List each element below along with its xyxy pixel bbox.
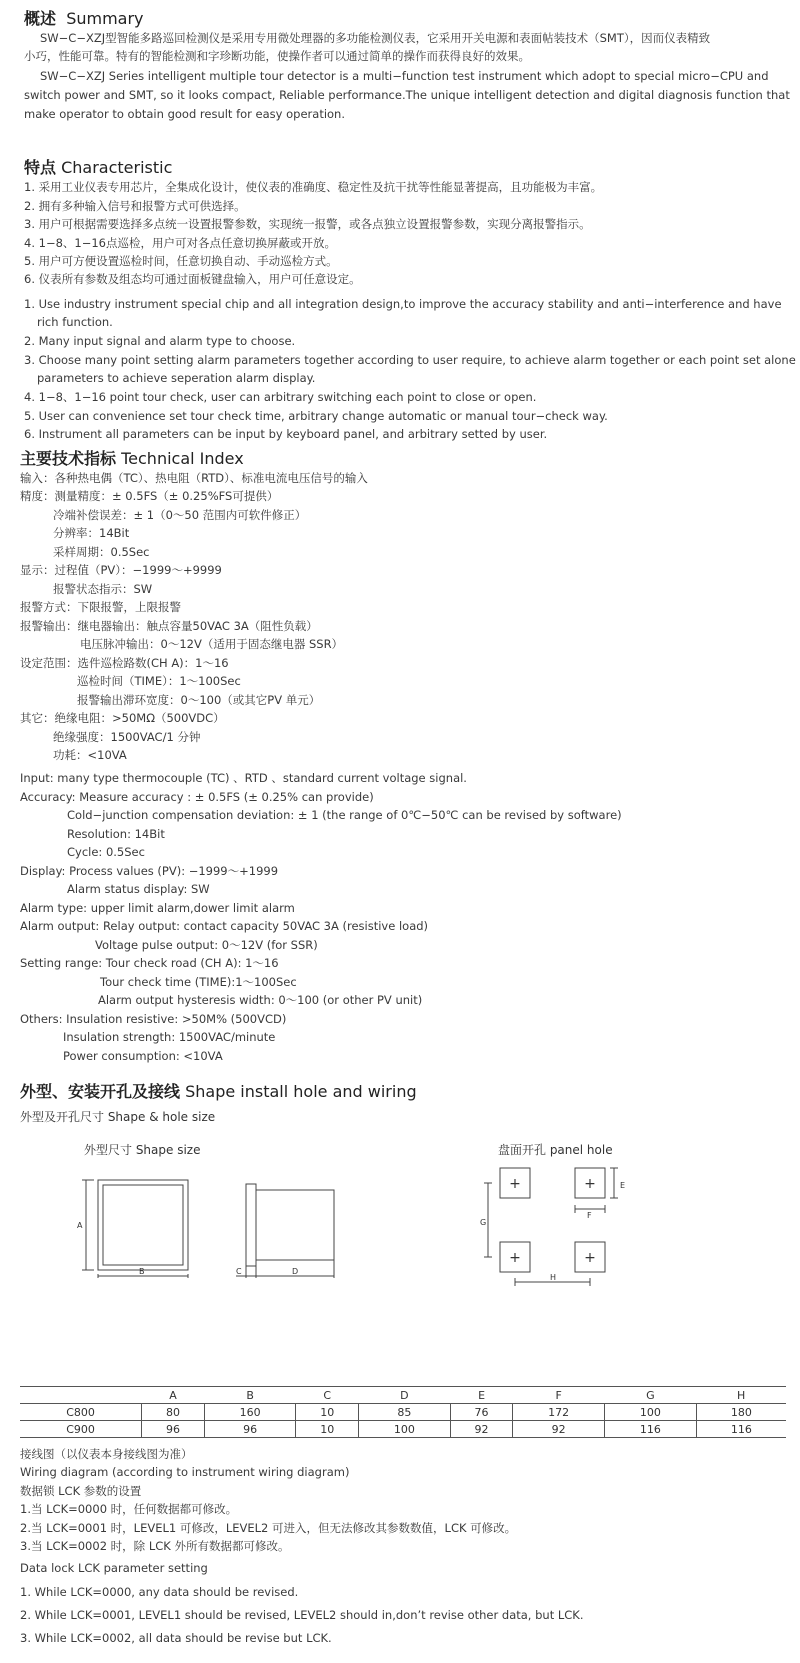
tech-cn-line: 报警方式：下限报警，上限报警	[20, 600, 181, 614]
tech-en-line: Voltage pulse output: 0～12V (for SSR)	[95, 938, 318, 952]
front-panel-inner	[103, 1185, 183, 1265]
table-row	[20, 1421, 786, 1438]
table-cell: 100	[605, 1404, 697, 1421]
table-cell: 116	[605, 1421, 697, 1438]
table-cell: 100	[359, 1421, 451, 1438]
tech-en-line: Input: many type thermocouple (TC) 、RTD 、standard current voltage signal.	[20, 771, 467, 785]
label-G: G	[480, 1218, 487, 1227]
label-D: D	[292, 1267, 299, 1276]
characteristic-en-item: 6. Instrument all parameters can be input by keyboard panel, and arbitrary setted by user.	[24, 427, 548, 441]
label-E: E	[620, 1181, 626, 1190]
wiring-en-title: Wiring diagram (according to instrument wiring diagram)	[20, 1465, 350, 1479]
characteristic-en-item: rich function.	[37, 315, 113, 329]
table-header-cell: G	[605, 1387, 697, 1404]
label-A: A	[77, 1221, 83, 1230]
summary-en-line: SW−C−XZJ Series intelligent multiple tour detector is a multi−function test instrument which adopt to special micro−CPU and	[40, 69, 769, 83]
characteristic-heading-en: Characteristic	[61, 158, 173, 177]
table-cell: 76	[450, 1404, 513, 1421]
tech-cn-line: 精度：测量精度：± 0.5FS（± 0.25%FS可提供）	[20, 489, 279, 503]
panel-hole-diagram	[470, 1162, 640, 1292]
tech-cn-line: 报警输出：继电器输出：触点容量50VAC 3A（阻性负载）	[20, 619, 318, 633]
side-bezel	[246, 1184, 256, 1266]
table-header-cell: E	[450, 1387, 513, 1404]
tech-en-line: Cycle: 0.5Sec	[67, 845, 145, 859]
table-cell: 92	[450, 1421, 513, 1438]
tech-cn-line: 报警输出滞环宽度：0～100（或其它PV 单元）	[77, 693, 321, 707]
summary-heading	[24, 6, 144, 29]
summary-en-line: switch power and SMT, so it looks compact, Reliable performance.The unique intelligent detection and digital diagnosis function that	[24, 88, 790, 102]
characteristic-en-item: 2. Many input signal and alarm type to choose.	[24, 334, 296, 348]
summary-cn-line: SW−C−XZJ型智能多路巡回检测仪是采用专用微处理器的多功能检测仪表，它采用开关电源和表面帖装技术（SMT），因而仪表精致	[40, 31, 711, 45]
tech-cn-line: 显示：过程值（PV）：−1999～+9999	[20, 563, 222, 577]
lck-en-title: Data lock LCK parameter setting	[20, 1561, 208, 1575]
tech-en-line: Alarm status display: SW	[67, 882, 210, 896]
tech-en-line: Insulation strength: 1500VAC/minute	[63, 1030, 276, 1044]
table-cell: 96	[142, 1421, 205, 1438]
dimension-table	[20, 1386, 786, 1438]
table-cell: 80	[142, 1404, 205, 1421]
side-body	[256, 1190, 334, 1260]
label-B: B	[139, 1267, 145, 1276]
technical-heading-cn: 主要技术指标	[20, 449, 117, 468]
summary-cn-line: 小巧，性能可靠。特有的智能检测和字珍断功能，使操作者可以通过简单的操作而获得良好的效果。	[24, 49, 530, 63]
tech-en-line: Display: Process values (PV): −1999～+1999	[20, 864, 279, 878]
table-header-row	[20, 1387, 786, 1404]
shape-subheading: 外型及开孔尺寸 Shape & hole size	[20, 1110, 216, 1124]
tech-cn-line: 巡检时间（TIME）：1～100Sec	[77, 674, 241, 688]
label-H: H	[550, 1273, 557, 1282]
tech-cn-line: 电压脉冲输出：0～12V（适用于固态继电器 SSR）	[80, 637, 344, 651]
tech-en-line: Alarm type: upper limit alarm,dower limit alarm	[20, 901, 295, 915]
tech-en-line: Alarm output hysteresis width: 0～100 (or other PV unit)	[98, 993, 423, 1007]
table-cell: 160	[204, 1404, 296, 1421]
table-header-cell: C	[296, 1387, 359, 1404]
characteristic-cn-item: 3. 用户可根据需要选择多点统一设置报警参数，实现统一报警，或各点独立设置报警参数，实现分离报警指示。	[24, 217, 591, 231]
characteristic-cn-item: 6. 仪表所有参数及组态均可通过面板键盘输入，用户可任意设定。	[24, 272, 361, 286]
table-cell: 10	[296, 1421, 359, 1438]
lck-cn-title: 数据锁 LCK 参数的设置	[20, 1484, 142, 1498]
characteristic-heading-cn: 特点	[24, 158, 57, 177]
table-cell: 172	[513, 1404, 605, 1421]
tech-cn-line: 输入：各种热电偶（TC）、热电阻（RTD）、标准电流电压信号的输入	[20, 471, 368, 485]
plus-icon: +	[584, 1250, 596, 1266]
characteristic-cn-item: 1. 采用工业仪表专用芯片，全集成化设计，使仪表的准确度、稳定性及抗干扰等性能显著提高，且功能极为丰富。	[24, 180, 603, 194]
table-cell: 116	[696, 1421, 786, 1438]
shape-size-diagram	[70, 1170, 370, 1280]
tech-cn-line: 采样周期：0.5Sec	[53, 545, 150, 559]
tech-cn-line: 功耗：<10VA	[53, 748, 127, 762]
panel-hole-label: 盘面开孔 panel hole	[498, 1143, 613, 1157]
tech-cn-line: 绝缘强度：1500VAC/1 分钟	[53, 730, 201, 744]
characteristic-en-item: 1. Use industry instrument special chip and all integration design,to improve the accuracy stability and anti−interference and have	[24, 297, 782, 311]
technical-heading-en: Technical Index	[121, 449, 244, 468]
shape-heading-cn: 外型、安装开孔及接线	[20, 1082, 181, 1101]
tech-cn-line: 分辨率：14Bit	[53, 526, 130, 540]
characteristic-en-item: 3. Choose many point setting alarm parameters together according to user require, to achieve alarm together or each point set alone	[24, 353, 796, 367]
lck-cn-item: 2.当 LCK=0001 时，LEVEL1 可修改，LEVEL2 可进入，但无法修改其参数数值，LCK 可修改。	[20, 1521, 517, 1535]
characteristic-en-item: 5. User can convenience set tour check time, arbitrary change automatic or manual tour−check way.	[24, 409, 608, 423]
table-row	[20, 1404, 786, 1421]
table-header-cell: F	[513, 1387, 605, 1404]
characteristic-en-item: 4. 1−8、1−16 point tour check, user can arbitrary switching each point to close or open.	[24, 390, 537, 404]
shape-heading	[20, 1079, 417, 1102]
tech-cn-line: 设定范围：选件巡检路数(CH A)：1～16	[20, 656, 229, 670]
label-C: C	[236, 1267, 242, 1276]
tech-en-line: Alarm output: Relay output: contact capacity 50VAC 3A (resistive load)	[20, 919, 429, 933]
characteristic-cn-item: 5. 用户可方便设置巡检时间，任意切换自动、手动巡检方式。	[24, 254, 338, 268]
table-header-cell: H	[696, 1387, 786, 1404]
tech-cn-line: 报警状态指示：SW	[53, 582, 153, 596]
table-header-cell	[20, 1387, 142, 1404]
table-header-cell: D	[359, 1387, 451, 1404]
shape-heading-en: Shape install hole and wiring	[185, 1082, 417, 1101]
wiring-cn-title: 接线图（以仪表本身接线图为准）	[20, 1447, 193, 1461]
tech-cn-line: 冷端补偿误差：± 1（0～50 范围内可软件修正）	[53, 508, 307, 522]
tech-en-line: Accuracy: Measure accuracy : ± 0.5FS (± 0.25% can provide)	[20, 790, 374, 804]
tech-en-line: Cold−junction compensation deviation: ± 1 (the range of 0℃−50℃ can be revised by software)	[67, 808, 622, 822]
plus-icon: +	[584, 1176, 596, 1192]
tech-en-line: Others: Insulation resistive: >50M% (500VCD)	[20, 1012, 287, 1026]
table-cell: 96	[204, 1421, 296, 1438]
table-cell: 10	[296, 1404, 359, 1421]
table-cell: 92	[513, 1421, 605, 1438]
tech-en-line: Setting range: Tour check road (CH A): 1～16	[20, 956, 279, 970]
lck-en-item: 1. While LCK=0000, any data should be revised.	[20, 1585, 299, 1599]
table-header-cell: A	[142, 1387, 205, 1404]
summary-heading-en: Summary	[66, 9, 144, 28]
tech-en-line: Power consumption: <10VA	[63, 1049, 223, 1063]
lck-cn-item: 1.当 LCK=0000 时，任何数据都可修改。	[20, 1502, 238, 1516]
technical-heading	[20, 446, 244, 469]
front-panel-outer	[98, 1180, 188, 1270]
characteristic-cn-item: 2. 拥有多种输入信号和报警方式可供选择。	[24, 199, 246, 213]
table-cell: C800	[20, 1404, 142, 1421]
tech-en-line: Resolution: 14Bit	[67, 827, 165, 841]
summary-heading-cn: 概述	[24, 9, 57, 28]
characteristic-en-item: parameters to achieve seperation alarm display.	[37, 371, 316, 385]
lck-en-item: 3. While LCK=0002, all data should be revise but LCK.	[20, 1631, 332, 1645]
table-header-cell: B	[204, 1387, 296, 1404]
lck-en-item: 2. While LCK=0001, LEVEL1 should be revised, LEVEL2 should in,don’t revise other data, but LCK.	[20, 1608, 584, 1622]
lck-cn-item: 3.当 LCK=0002 时，除 LCK 外所有数据都可修改。	[20, 1539, 290, 1553]
characteristic-cn-item: 4. 1−8、1−16点巡检，用户可对各点任意切换屏蔽或开放。	[24, 236, 336, 250]
table-cell: 85	[359, 1404, 451, 1421]
plus-icon: +	[509, 1176, 521, 1192]
shape-size-label: 外型尺寸 Shape size	[84, 1143, 201, 1157]
table-cell: 180	[696, 1404, 786, 1421]
table-cell: C900	[20, 1421, 142, 1438]
plus-icon: +	[509, 1250, 521, 1266]
characteristic-heading	[24, 155, 172, 178]
summary-en-line: make operator to obtain good result for easy operation.	[24, 107, 346, 121]
tech-en-line: Tour check time (TIME):1～100Sec	[100, 975, 297, 989]
tech-cn-line: 其它：绝缘电阻：>50MΩ（500VDC）	[20, 711, 225, 725]
label-F: F	[587, 1211, 592, 1220]
